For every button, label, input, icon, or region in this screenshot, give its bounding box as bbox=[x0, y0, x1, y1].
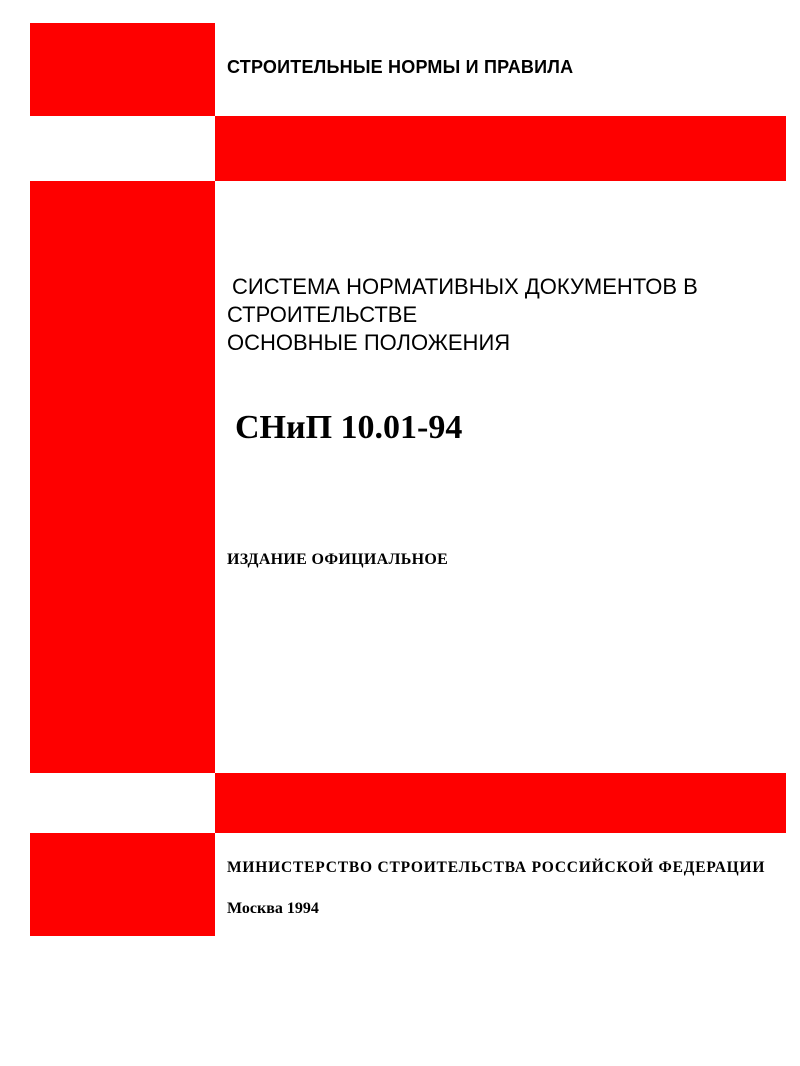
title-line: ОСНОВНЫЕ ПОЛОЖЕНИЯ bbox=[227, 330, 511, 355]
red-band-top-right bbox=[215, 116, 786, 181]
edition-label: ИЗДАНИЕ ОФИЦИАЛЬНОЕ bbox=[227, 551, 449, 568]
title-line: СТРОИТЕЛЬСТВЕ bbox=[227, 302, 418, 327]
red-block-bottom-left bbox=[30, 833, 215, 936]
place-and-year: Москва 1994 bbox=[227, 900, 319, 917]
title-line: СИСТЕМА НОРМАТИВНЫХ ДОКУМЕНТОВ В bbox=[232, 274, 698, 299]
publisher-ministry: МИНИСТЕРСТВО СТРОИТЕЛЬСТВА РОССИЙСКОЙ ФЕДЕРАЦИИ bbox=[227, 859, 766, 876]
red-band-bottom-right bbox=[215, 773, 786, 833]
document-title bbox=[227, 273, 698, 357]
red-column-left bbox=[30, 181, 215, 773]
document-code: СНиП 10.01-94 bbox=[235, 409, 463, 446]
series-title: СТРОИТЕЛЬНЫЕ НОРМЫ И ПРАВИЛА bbox=[227, 57, 574, 77]
red-block-top-left bbox=[30, 23, 215, 116]
